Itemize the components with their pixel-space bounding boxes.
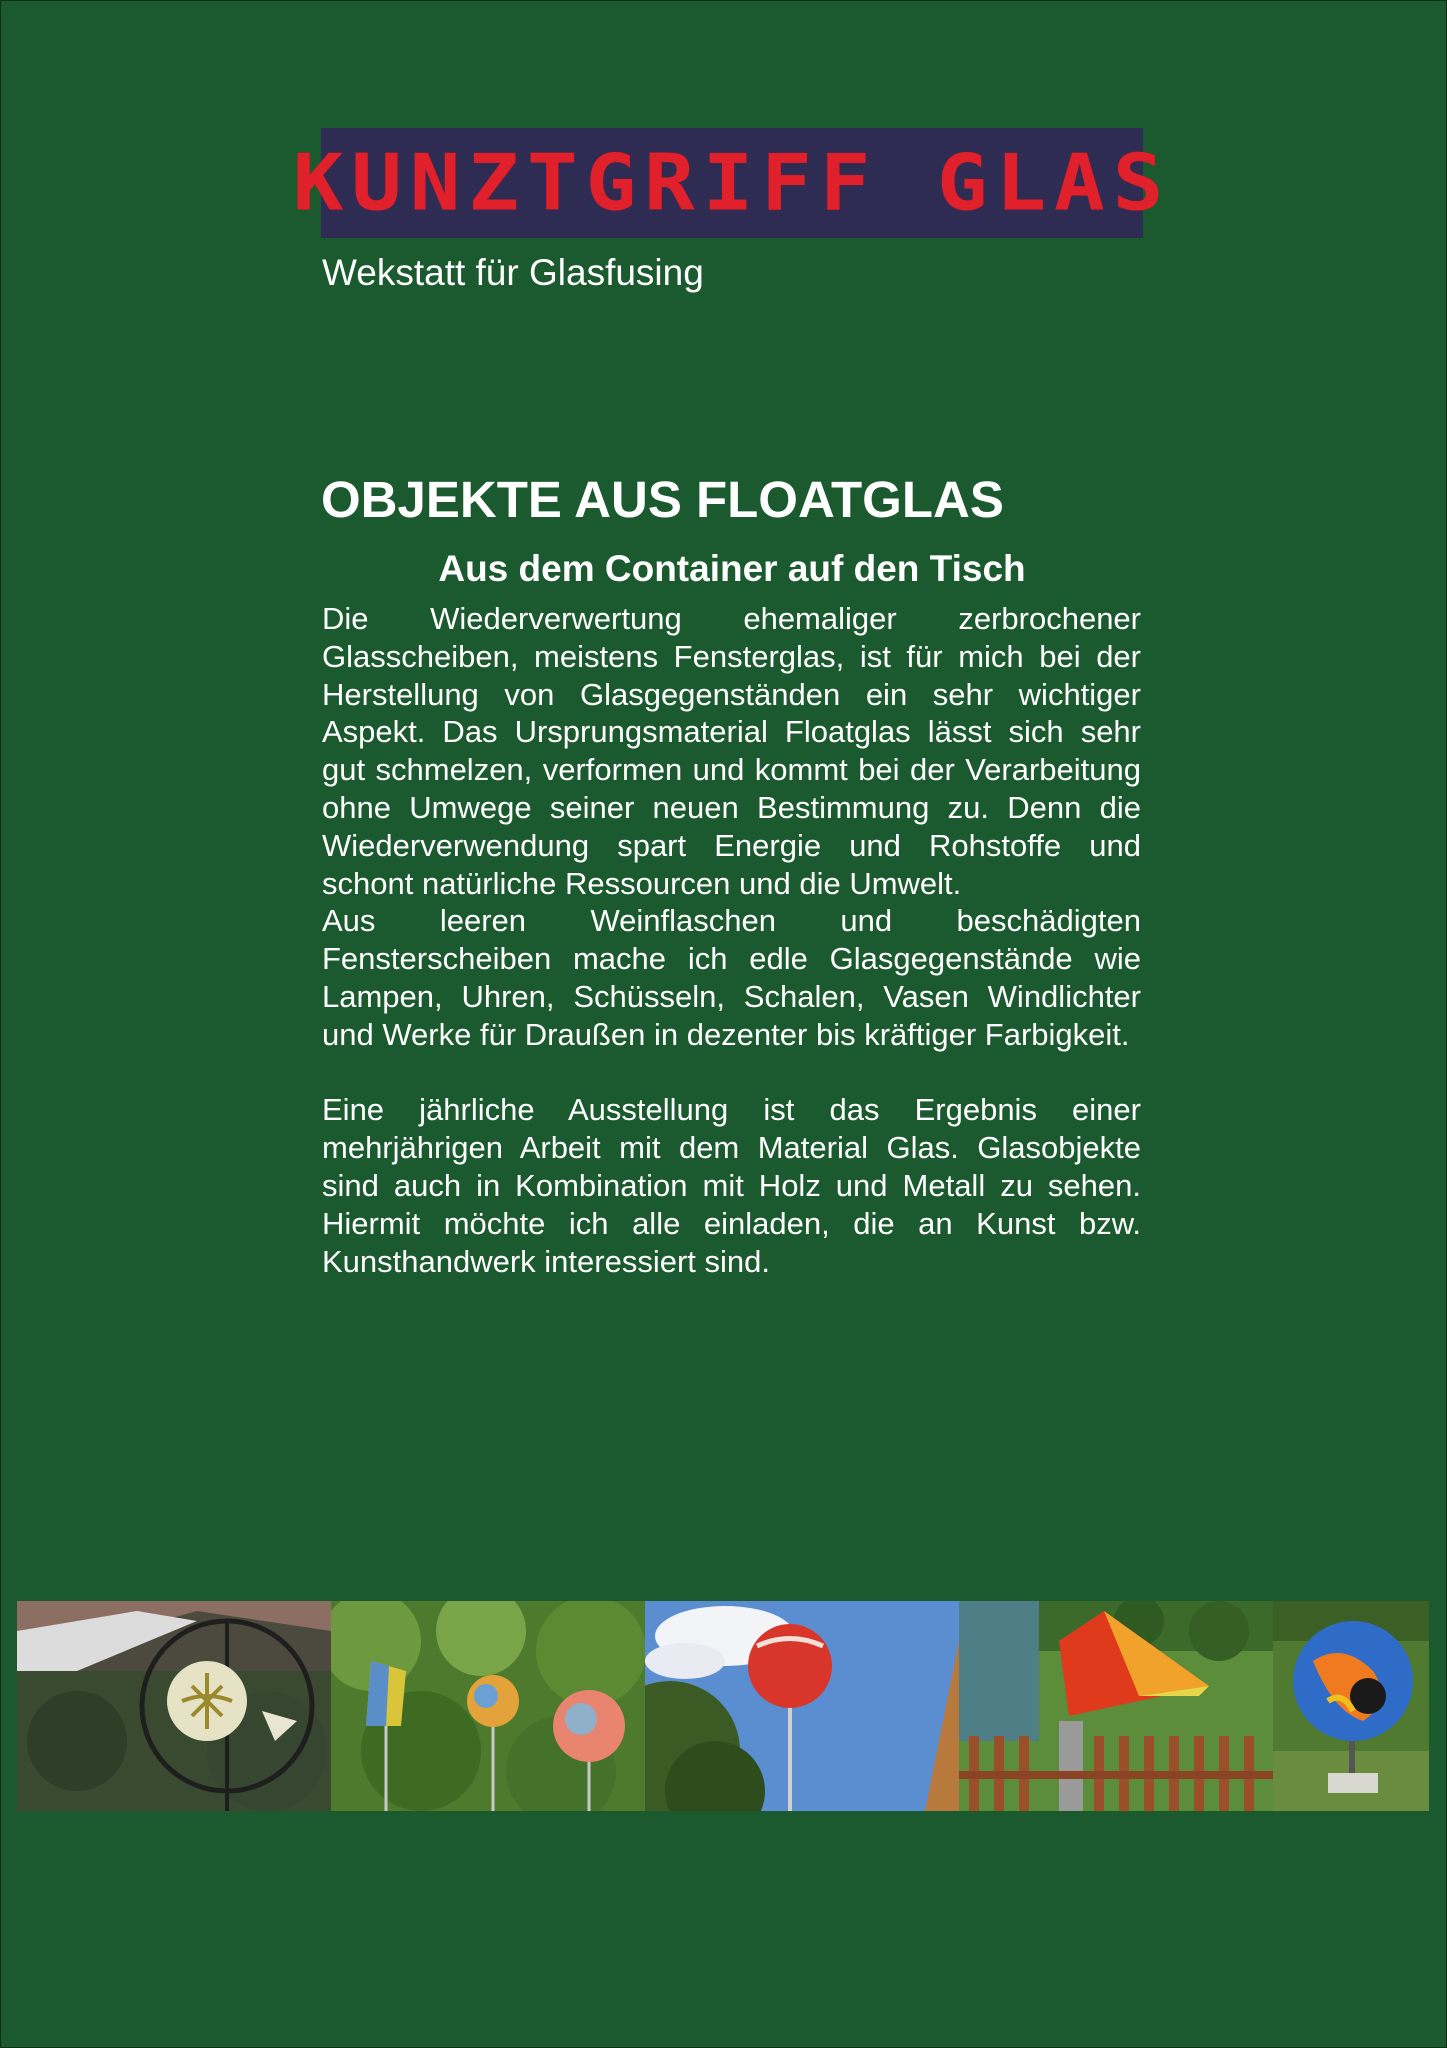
logo-banner [292,128,1172,238]
tagline: Wekstatt für Glasfusing [322,252,704,293]
paragraph-1: Die Wiederverwertung ehemaliger zerbrochener Glasscheiben, meistens Fensterglas, ist für mich bei der Herstellung von Glasgegenständen ein sehr wichtiger Aspekt. Das Ursprungsmaterial Floatglas lässt sich sehr gut schmelzen, verformen und kommt bei der Verarbeitung ohne Umwege seiner neuen Bestimmung zu. Denn die Wiederverwendung spart Energie und Rohstoffe und schont natürliche Ressourcen und die Umwelt. [322,601,1141,901]
paragraph-2: Aus leeren Weinflaschen und beschädigten Fensterscheiben mache ich edle Glasgegenstände wie Lampen, Uhren, Schüsseln, Schalen, Vasen Windlichter und Werke für Draußen in dezenter bis kräftiger Farbigkeit. [322,903,1141,1052]
photo-blue-orange-glass-disc [1273,1601,1429,1811]
body-text [322,600,1141,1280]
photo-glass-leaf-ring-sculpture [17,1601,331,1811]
subheading: Aus dem Container auf den Tisch [438,548,1026,589]
photo-strip [17,1601,1429,1811]
logo-text: KUNZTGRIFF GLAS [292,137,1172,229]
photo-red-yellow-glass-sail [959,1601,1273,1811]
photo-garden-glass-discs [331,1601,645,1811]
photo-red-glass-disc-sky [645,1601,959,1811]
page-title: OBJEKTE AUS FLOATGLAS [321,471,1004,528]
paragraph-3: Eine jährliche Ausstellung ist das Ergebnis einer mehrjährigen Arbeit mit dem Material Glas. Glasobjekte sind auch in Kombination mit Holz und Metall zu sehen. Hiermit möchte ich alle einladen, die an Kunst bzw. Kunsthandwerk interessiert sind. [322,1092,1141,1279]
